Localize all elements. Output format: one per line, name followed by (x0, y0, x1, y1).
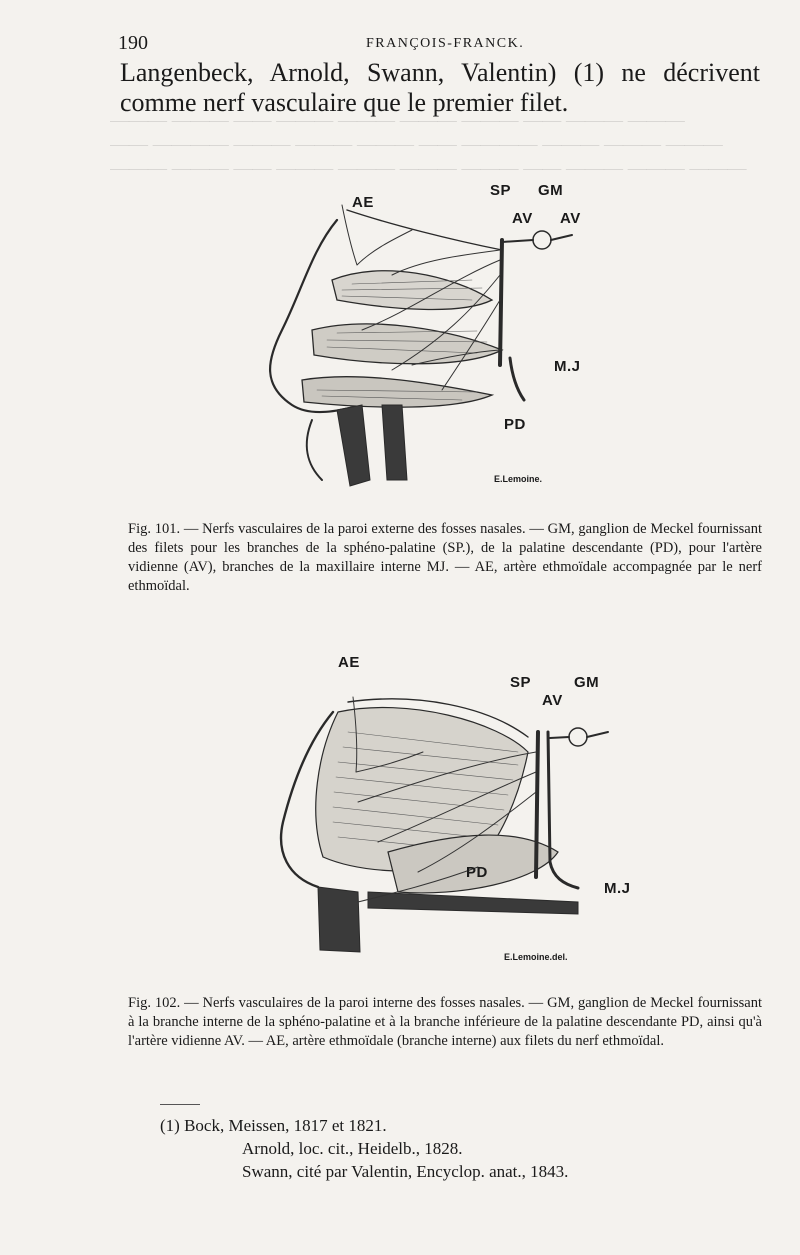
label-av: AV (512, 210, 533, 227)
label-pd: PD (504, 416, 526, 433)
label-ae: AE (338, 654, 360, 671)
footnote-1: (1) Bock, Meissen, 1817 et 1821. (160, 1116, 387, 1135)
figure-102-caption: Fig. 102. — Nerfs vasculaires de la paroi interne des fosses nasales. — GM, ganglion de Meckel fournissant à la branche interne de la sphéno-palatine et à la branche inférieure de la palatine descendante PD, ainsi qu'à l'artère vidienne AV. — AE, artère ethmoïdale (branche interne) aux filets du nerf ethmoïdal. (128, 995, 762, 1049)
footnote-rule (160, 1104, 200, 1105)
figure-102-illustration (238, 652, 638, 970)
label-sp: SP (490, 182, 512, 199)
label-av-second: AV (560, 210, 581, 227)
figure-101-illustration (242, 180, 582, 498)
engraver-signature: E.Lemoine.del. (504, 952, 568, 962)
footnote-1-swann: Swann, cité par Valentin, Encyclop. anat., 1843. (242, 1162, 569, 1181)
engraver-signature: E.Lemoine. (494, 474, 543, 484)
page-header (118, 32, 758, 60)
running-head: FRANÇOIS-FRANCK. (366, 36, 525, 51)
bleed-through-text: ——— ——— —— ——— ——— ——— ——— —— ——— ——— ——— —— ———— ——— ——— ——— —— ———— ——— ——— ——— ——— ——— —— ——— ——— ——— ——— —— ——— ——— (110, 112, 747, 181)
label-ae: AE (352, 194, 374, 211)
figure-102 (238, 652, 638, 970)
figure-101-caption: Fig. 101. — Nerfs vasculaires de la paroi externe des fosses nasales. — GM, ganglion de Meckel fournissant des filets pour les branches de la sphéno-palatine (SP.), de la palatine descendante (PD), pour l'artère vidienne (AV), branches de la maxillaire interne MJ. — AE, artère ethmoïdale accompagnée par le nerf ethmoïdal. (128, 521, 762, 594)
label-mj: M.J (604, 880, 631, 897)
label-gm: GM (538, 182, 564, 199)
label-av: AV (542, 692, 563, 709)
page-number: 190 (118, 32, 148, 54)
label-gm: GM (574, 674, 600, 691)
footnotes (160, 1114, 760, 1183)
figure-101 (242, 180, 582, 498)
footnote-1-arnold: Arnold, loc. cit., Heidelb., 1828. (242, 1139, 463, 1158)
label-mj: M.J (554, 358, 581, 375)
label-sp: SP (510, 674, 532, 691)
label-pd: PD (466, 864, 488, 881)
intro-paragraph: Langenbeck, Arnold, Swann, Valentin) (1) ne décrivent comme nerf vasculaire que le premier filet. (120, 58, 760, 117)
